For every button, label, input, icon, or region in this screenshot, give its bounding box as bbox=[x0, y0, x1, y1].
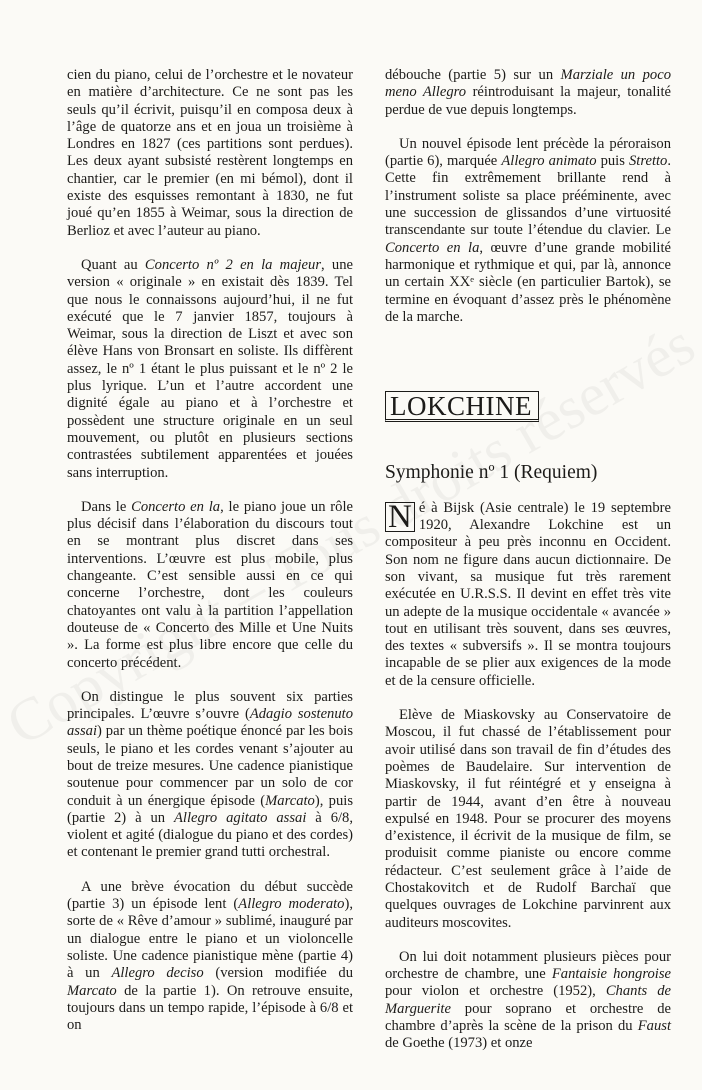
text-run: , œuvre d’une grande mobilité harmonique et rythmique et qui, par là, annonce un certain XXᵉ siècle (en particulier Bartok), se termine en évoquant d’assez près le phénomène de la marche. bbox=[385, 239, 671, 325]
italic-text: Allegro moderato bbox=[238, 896, 345, 913]
right-top-text bbox=[385, 67, 671, 326]
text-run: pour soprano et orchestre de chambre d’après la scène de la prison du bbox=[385, 1000, 671, 1035]
text-run: ), puis (partie 2) à un bbox=[67, 792, 353, 826]
text-run: cien du piano, celui de l’orchestre et le novateur en matière d’architecture. Ce ne sont pas les seuls qu’il écrivit, puisqu’il en composa deux à l’âge de quatorze ans et en joua un troisième à Londres en 1827 (ces partitions sont perdues). Les deux ayant subsisté restèrent longtemps en chantier, car le premier (en mi bémol), dont il existe des esquisses remontant à 1830, ne fut joué qu’en 1855 à Weimar, sous la direction de Berlioz et avec l’auteur au piano. bbox=[67, 67, 353, 239]
italic-text: Chants de Marguerite bbox=[385, 983, 672, 1017]
left-column bbox=[67, 67, 353, 1051]
text-run: Un nouvel épisode lent précède la péroraison (partie 6), marquée bbox=[385, 135, 671, 170]
italic-text: Fantaisie hongroise bbox=[551, 966, 671, 983]
text-run: puis bbox=[596, 153, 629, 170]
text-run: à 6/8, violent et agité (dialogue du piano et des cordes) et contenant le premier grand tutti orchestral. bbox=[67, 809, 353, 861]
work-title: Symphonie nº 1 (Requiem) bbox=[385, 462, 598, 484]
italic-text: Marziale un poco meno Allegro bbox=[385, 67, 671, 101]
text-run: On distingue le plus souvent six parties principales. L’œuvre s’ouvre ( bbox=[67, 688, 353, 723]
text-run: ), sorte de « Rêve d’amour » sublimé, inauguré par un dialogue entre le piano et un violoncelle soliste. Une cadence pianistique mène (partie 4) à un bbox=[67, 896, 353, 982]
drop-cap: N bbox=[385, 502, 415, 532]
paragraph bbox=[67, 499, 353, 672]
right-column bbox=[385, 67, 671, 1070]
text-run: , une version « originale » en existait dès 1839. Tel que nous le connaissons aujourd’hui, il ne fut exécuté que le 7 janvier 1857, toujours à Weimar, sous la direction de Liszt et avec son élève Hans von Bronsart en soliste. Ils diffèrent assez, le nº 1 étant le plus puissant et le nº 2 le plus lyrique. L’un et l’autre accordent une dignité égale au piano et à l’orchestre et possèdent une structure originale en un seul mouvement, ou plutôt en plusieurs sections contrastées subtilement apparentées et jouées sans interruption. bbox=[67, 256, 353, 481]
italic-text: Faust bbox=[637, 1018, 671, 1035]
italic-text: Marcato bbox=[265, 792, 315, 809]
paragraph bbox=[385, 949, 671, 1053]
italic-text: Allegro deciso bbox=[111, 965, 204, 982]
paragraph bbox=[67, 257, 353, 482]
text-run: Quant au bbox=[81, 256, 145, 273]
text-run: Dans le bbox=[81, 498, 132, 515]
text-run: é à Bijsk (Asie centrale) le 19 septembre 1920, Alexandre Lokchine est un compositeur à peu près inconnu en Occident. Son nom ne figure dans aucun dictionnaire. De son vivant, sa musique fut très rarement exécutée en U.R.S.S. Il devint en effet très vite un adepte de la musique occidentale « avancée » tout en utilisant très souvent, dans ses œuvres, des textes « subversifs ». Il se montra toujours incapable de se plier aux exigences de la mode et de la censure officielle. bbox=[385, 499, 671, 689]
composer-heading: LOKCHINE bbox=[385, 391, 539, 422]
text-run: débouche (partie 5) sur un bbox=[385, 67, 561, 83]
italic-text: Concerto en la bbox=[385, 239, 480, 256]
paragraph bbox=[385, 136, 671, 326]
paragraph bbox=[67, 879, 353, 1035]
italic-text: Allegro agitato assai bbox=[173, 809, 307, 826]
text-run: , le piano joue un rôle plus décisif dans l’élaboration du discours tout en se montrant plus discret dans ses interventions. L’œuvre est plus mobile, plus changeante. C’est sensible aussi en ce qui concerne l’orchestre, dont les couleurs chatoyantes ont valu à la partition l’appellation douteuse de « Concerto des Mille et Une Nuits ». La forme est plus libre encore que celle du concerto précédent. bbox=[67, 498, 353, 671]
paragraph bbox=[385, 67, 671, 119]
text-run: Elève de Miaskovsky au Conservatoire de Moscou, il fut chassé de l’établissement pour avoir utilisé dans son travail de fin d’études des poèmes de Baudelaire. Sur intervention de Miaskovsky, il fut réintégré et y enseigna à partir de 1944, avant d’en être à nouveau expulsé en 1948. Pour se procurer des moyens d’existence, il écrivit de la musique de film, se produisit comme pianiste ou encore comme rédacteur. C’est seulement grâce à l’aide de Chostakovitch et de Rudolf Barchaï que quelques ouvrages de Lokchine parvinrent aux auditeurs moscovites. bbox=[385, 707, 671, 931]
text-run: de la partie 1). On retrouve ensuite, toujours dans un tempo rapide, l’épisode à 6/8 et on bbox=[67, 982, 353, 1034]
text-run: (version modifiée du bbox=[203, 965, 353, 982]
paragraph bbox=[385, 707, 671, 932]
paragraph bbox=[67, 67, 353, 240]
text-run: réintroduisant la majeur, tonalité perdue de vue depuis longtemps. bbox=[385, 84, 671, 118]
italic-text: Marcato bbox=[67, 982, 117, 999]
text-run: On lui doit notamment plusieurs pièces pour orchestre de chambre, une bbox=[385, 948, 671, 983]
italic-text: Allegro animato bbox=[501, 153, 597, 170]
text-run: ) par un thème poétique énoncé par les bois seuls, le piano et les cordes venant s’ajouter au bout de treize mesures. Une cadence pianistique soutenue pour commencer par un solo de cor conduit à un énergique épisode ( bbox=[67, 723, 353, 809]
biography bbox=[385, 500, 671, 1053]
paragraph bbox=[67, 689, 353, 862]
italic-text: Concerto nº 2 en la majeur bbox=[144, 256, 322, 273]
text-run: de Goethe (1973) et onze bbox=[385, 1035, 533, 1052]
text-run: pour violon et orchestre (1952), bbox=[385, 983, 606, 1000]
italic-text: Stretto bbox=[628, 153, 668, 170]
text-run: . Cette fin extrêmement brillante rend à l’instrument soliste sa place prééminente, avec une succession de glissandos d’une virtuosité transcendante sur toute l’étendue du clavier. Le bbox=[385, 153, 672, 239]
italic-text: Adagio sostenuto assai bbox=[67, 706, 353, 740]
text-run: A une brève évocation du début succède (partie 3) un épisode lent ( bbox=[67, 878, 353, 913]
italic-text: Concerto en la bbox=[131, 498, 221, 515]
paragraph bbox=[385, 500, 671, 690]
